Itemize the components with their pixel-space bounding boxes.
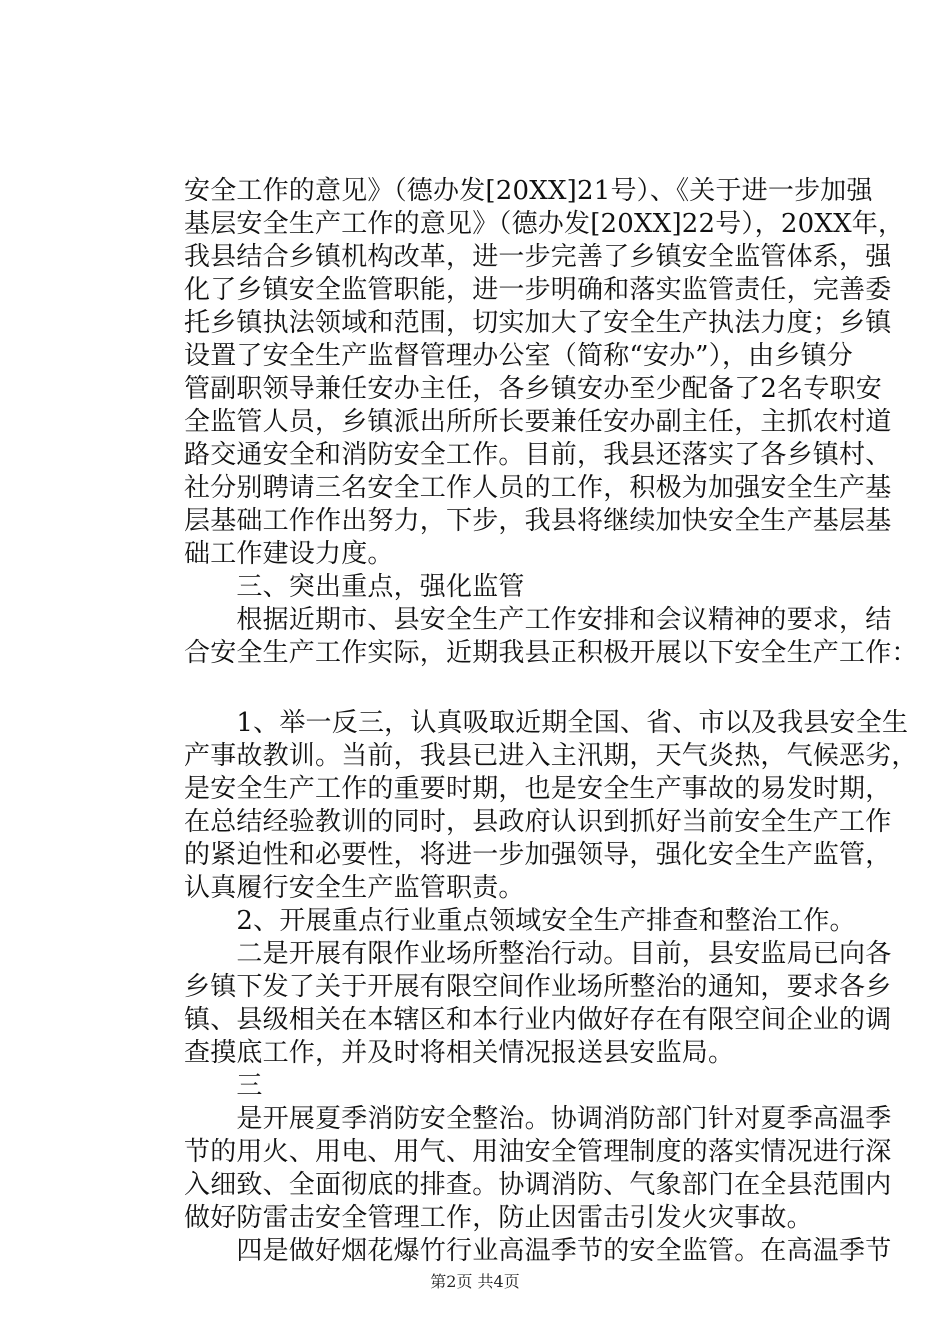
list-item-2: 2、开展重点行业重点领域安全生产排查和整治工作。 bbox=[184, 906, 856, 936]
text-line: 根据近期市、县安全生产工作安排和会议精神的要求，结 bbox=[184, 605, 892, 635]
text-line: 合安全生产工作实际，近期我县正积极开展以下安全生产工作： bbox=[184, 638, 918, 668]
text-line: 安全工作的意见》（德办发[20XX]21号）、《关于进一步加强 bbox=[184, 176, 873, 206]
text-line: 乡镇下发了关于开展有限空间作业场所整治的通知，要求各乡 bbox=[184, 972, 892, 1002]
text-line: 设置了安全生产监督管理办公室（简称“安办”），由乡镇分 bbox=[184, 341, 853, 371]
text-line: 社分别聘请三名安全工作人员的工作，积极为加强安全生产基 bbox=[184, 473, 892, 503]
text-line: 认真履行安全生产监管职责。 bbox=[184, 873, 525, 903]
page-footer: 第2页 共4页 bbox=[430, 1272, 520, 1291]
paragraph-5: 四是做好烟花爆竹行业高温季节的安全监管。在高温季节 bbox=[184, 1236, 892, 1266]
text-line: 1、举一反三，认真吸取近期全国、省、市以及我县安全生 bbox=[184, 708, 909, 738]
list-item-1 bbox=[184, 707, 918, 905]
blank-line bbox=[184, 670, 844, 707]
text-line: 础工作建设力度。 bbox=[184, 539, 394, 569]
text-line: 产事故教训。当前，我县已进入主汛期，天气炎热，气候恶劣， bbox=[184, 741, 918, 771]
text-line: 层基础工作作出努力，下步，我县将继续加快安全生产基层基 bbox=[184, 506, 892, 536]
item-number-three: 三 bbox=[184, 1071, 263, 1101]
paragraph-2 bbox=[184, 604, 918, 670]
text-line: 我县结合乡镇机构改革，进一步完善了乡镇安全监管体系，强 bbox=[184, 242, 892, 272]
text-line: 入细致、全面彻底的排查。协调消防、气象部门在全县范围内 bbox=[184, 1170, 892, 1200]
text-line: 做好防雷击安全管理工作，防止因雷击引发火灾事故。 bbox=[184, 1203, 813, 1233]
document-body bbox=[184, 175, 918, 1268]
text-line: 全监管人员，乡镇派出所所长要兼任安办副主任，主抓农村道 bbox=[184, 407, 892, 437]
text-line: 节的用火、用电、用气、用油安全管理制度的落实情况进行深 bbox=[184, 1137, 892, 1167]
text-line: 化了乡镇安全监管职能，进一步明确和落实监管责任，完善委 bbox=[184, 275, 892, 305]
section-heading: 三、突出重点，强化监管 bbox=[184, 572, 525, 602]
paragraph-1 bbox=[184, 175, 905, 571]
text-line: 路交通安全和消防安全工作。目前，我县还落实了各乡镇村、 bbox=[184, 440, 892, 470]
text-line: 的紧迫性和必要性，将进一步加强领导，强化安全生产监管， bbox=[184, 840, 892, 870]
paragraph-3 bbox=[184, 938, 892, 1070]
text-line: 二是开展有限作业场所整治行动。目前，县安监局已向各 bbox=[184, 939, 892, 969]
text-line: 是开展夏季消防安全整治。协调消防部门针对夏季高温季 bbox=[184, 1104, 892, 1134]
text-line: 镇、县级相关在本辖区和本行业内做好存在有限空间企业的调 bbox=[184, 1005, 892, 1035]
text-line: 基层安全生产工作的意见》（德办发[20XX]22号），20XX年， bbox=[184, 209, 905, 239]
text-line: 管副职领导兼任安办主任，各乡镇安办至少配备了2名专职安 bbox=[184, 374, 882, 404]
text-line: 托乡镇执法领域和范围，切实加大了安全生产执法力度；乡镇 bbox=[184, 308, 892, 338]
text-line: 在总结经验教训的同时，县政府认识到抓好当前安全生产工作 bbox=[184, 807, 892, 837]
text-line: 查摸底工作，并及时将相关情况报送县安监局。 bbox=[184, 1038, 735, 1068]
paragraph-4 bbox=[184, 1103, 892, 1235]
text-line: 是安全生产工作的重要时期，也是安全生产事故的易发时期， bbox=[184, 774, 892, 804]
